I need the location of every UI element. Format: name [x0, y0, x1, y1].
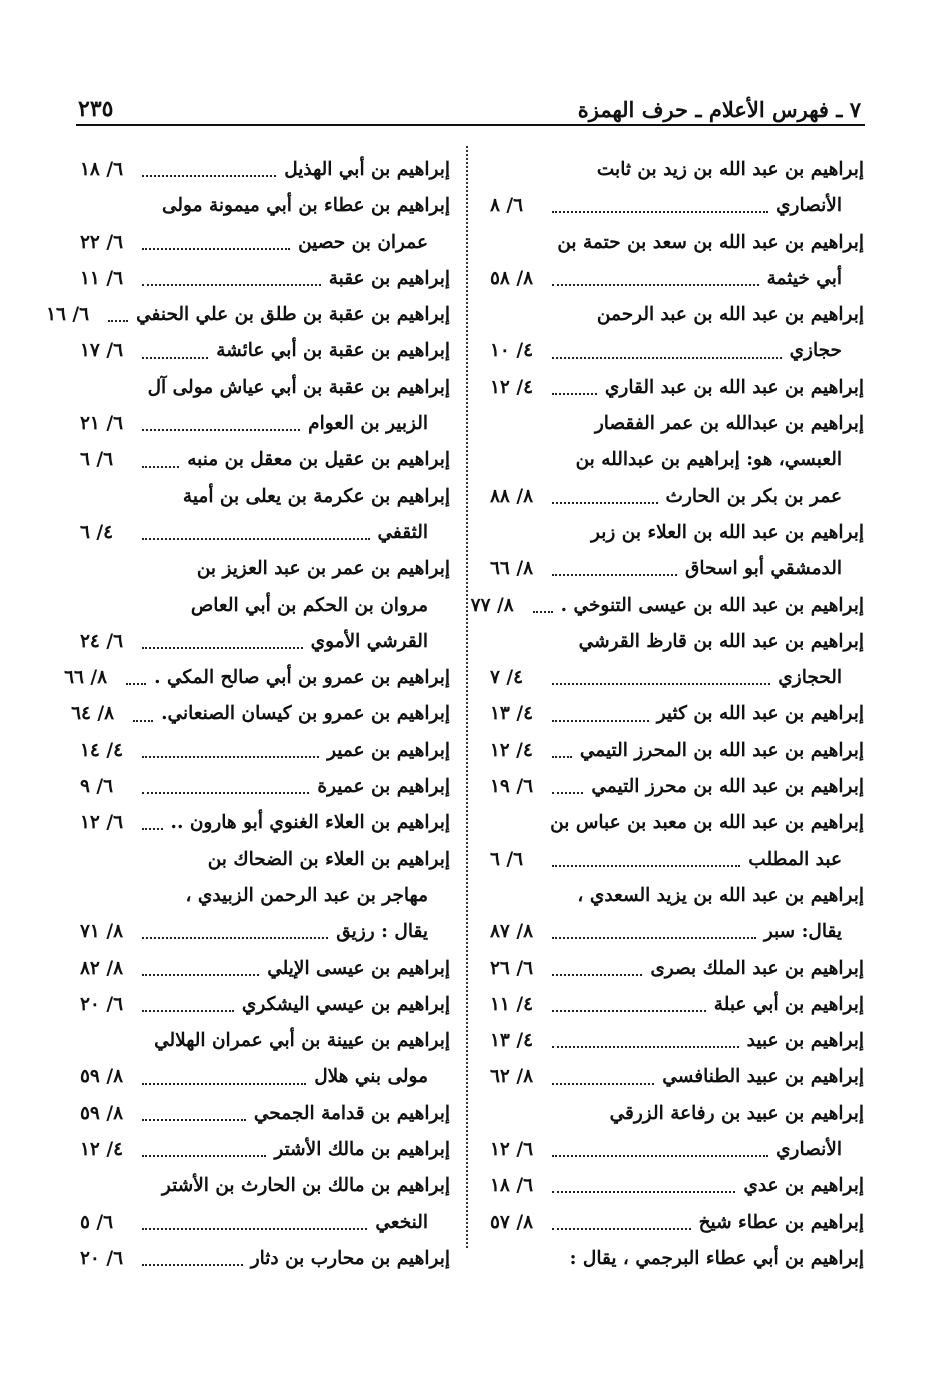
leader-dots — [142, 974, 259, 976]
leader-dots — [552, 211, 768, 213]
volume-page-ref: ٨/ ٧١ — [80, 921, 124, 943]
entry-name: إبراهيم بن عمرو بن أبي صالح المكي . — [154, 667, 450, 689]
index-entry-line — [80, 733, 450, 769]
index-entry-line — [490, 878, 864, 914]
leader-dots — [552, 1191, 735, 1193]
entry-name: الأنصاري — [776, 1139, 842, 1161]
entry-name: إبراهيم بن عبد الله بن عبد القاري — [604, 376, 864, 398]
volume-page-ref: ٦/ ٥ — [80, 1211, 114, 1233]
volume-page-ref: ٨/ ٥٧ — [490, 1211, 534, 1233]
entry-name: إبراهيم بن عبد الله بن عيسى التنوخي . — [560, 594, 864, 616]
index-entry-line — [80, 769, 450, 805]
index-entry-line — [490, 624, 864, 660]
volume-page-ref: ٨/ ٦٦ — [490, 558, 534, 580]
entry-name: إبراهيم بن عبيد الطنافسي — [662, 1066, 864, 1088]
volume-page-ref: ٦/ ٢٠ — [80, 993, 124, 1015]
index-entry-line — [80, 370, 450, 406]
header-rule — [76, 124, 865, 126]
entry-name: إبراهيم بن عقيل بن معقل بن منبه — [187, 449, 450, 471]
entry-name: إبراهيم بن عكرمة بن يعلى بن أمية — [182, 485, 450, 507]
entry-name: مروان بن الحكم بن أبي العاص — [190, 594, 428, 616]
volume-page-ref: ٦/ ١٢ — [490, 1139, 534, 1161]
volume-page-ref: ٦/ ١٧ — [80, 340, 124, 362]
entry-name: إبراهيم بن عمير — [327, 739, 450, 761]
volume-page-ref: ٨/ ٨٧ — [490, 921, 534, 943]
volume-page-ref: ٨/ ٨٨ — [490, 485, 534, 507]
entry-name: عمر بن بكر بن الحارث — [665, 485, 842, 507]
leader-dots — [552, 502, 658, 504]
index-entry-line — [490, 1096, 864, 1132]
entry-name: الحجازي — [778, 667, 842, 689]
index-entry-line — [80, 1241, 450, 1277]
volume-page-ref: ٨/ ٥٩ — [80, 1066, 124, 1088]
index-entry-line — [80, 588, 450, 624]
volume-page-ref: ٤/ ٧ — [490, 667, 524, 689]
entry-name: إبراهيم بن عبد الله بن يزيد السعدي ، — [577, 884, 864, 906]
volume-page-ref: ٦/ ٢٠ — [80, 1247, 124, 1269]
index-entry-line — [490, 733, 864, 769]
entry-name: الزبير بن العوام — [308, 413, 428, 435]
index-entry-line — [490, 551, 864, 587]
index-entry-line — [80, 1059, 450, 1095]
entry-name: يقال: سبر — [763, 921, 842, 943]
leader-dots — [142, 1010, 234, 1012]
entry-name: إبراهيم بن قدامة الجمحي — [253, 1102, 450, 1124]
entry-name: إبراهيم بن العلاء بن الضحاك بن — [207, 848, 450, 870]
entry-name: إبراهيم بن أبي الهذيل — [284, 159, 450, 180]
index-entry-line — [80, 1205, 450, 1241]
leader-dots — [552, 1228, 691, 1230]
volume-page-ref: ٦/ ٩ — [80, 776, 114, 798]
leader-dots — [142, 1083, 306, 1085]
volume-page-ref: ٦/ ١٨ — [490, 1175, 534, 1197]
entry-name: إبراهيم بن عميرة — [317, 776, 450, 798]
page-number: ٢٣٥ — [78, 96, 114, 122]
leader-dots — [552, 1155, 768, 1157]
leader-dots — [552, 756, 572, 758]
entry-name: عبد المطلب — [748, 848, 842, 870]
index-entry-line — [490, 479, 864, 515]
index-entry-line — [490, 951, 864, 987]
leader-dots — [142, 429, 300, 431]
index-column-right — [470, 152, 864, 1277]
index-entry-line — [80, 515, 450, 551]
index-entry-line — [490, 297, 864, 333]
leader-dots — [552, 1010, 706, 1012]
index-entry-line — [80, 624, 450, 660]
volume-page-ref: ٨/ ٦٤ — [71, 703, 115, 725]
volume-page-ref: ٦/ ١١ — [80, 267, 124, 289]
index-entry-line — [80, 914, 450, 950]
volume-page-ref: ٦/ ١٢ — [80, 812, 124, 834]
entry-name: إبراهيم بن عقبة بن طلق بن علي الحنفي — [136, 304, 450, 326]
leader-dots — [552, 1046, 739, 1048]
entry-name: إبراهيم بن عبدالله بن عمر الفقصار — [594, 413, 864, 435]
index-entry-line — [80, 261, 450, 297]
leader-dots — [142, 538, 370, 540]
index-entry-line — [64, 660, 450, 696]
entry-name: إبراهيم بن عدي — [743, 1175, 864, 1197]
leader-dots — [142, 1264, 243, 1266]
entry-name: مولى بني هلال — [314, 1066, 428, 1088]
index-entry-line — [80, 551, 450, 587]
running-title: ٧ ـ فهرس الأعلام ـ حرف الهمزة — [577, 97, 861, 122]
entry-name: إبراهيم بن عقبة — [328, 267, 450, 289]
index-entry-line — [490, 842, 864, 878]
index-entry-line — [490, 152, 864, 188]
leader-dots — [142, 175, 276, 177]
index-entry-line — [490, 225, 864, 261]
index-entry-line — [490, 515, 864, 551]
index-entry-line — [490, 261, 864, 297]
index-column-left — [46, 152, 450, 1277]
volume-page-ref: ٦/ ١٩ — [490, 776, 534, 798]
index-entry-line — [80, 1023, 450, 1059]
entry-name: إبراهيم بن مالك الأشتر — [274, 1139, 450, 1161]
volume-page-ref: ٦/ ٦ — [80, 449, 114, 471]
index-entry-line — [490, 769, 864, 805]
entry-name: العبسي، هو: إبراهيم بن عبدالله بن — [575, 449, 842, 471]
volume-page-ref: ٤/ ٦ — [80, 521, 114, 543]
index-entry-line — [80, 152, 450, 188]
leader-dots — [142, 1228, 367, 1230]
entry-name: إبراهيم بن عقبة بن أبي عائشة — [216, 340, 450, 362]
index-entry-line — [490, 1168, 864, 1204]
index-entry-line — [80, 333, 450, 369]
volume-page-ref: ٦/ ٦ — [490, 848, 524, 870]
leader-dots — [552, 683, 770, 685]
index-entry-line — [80, 1096, 450, 1132]
leader-dots — [552, 574, 677, 576]
volume-page-ref: ٤/ ١٣ — [490, 1030, 534, 1052]
entry-name: إبراهيم بن عمرو بن كيسان الصنعاني. — [161, 703, 450, 725]
index-entry-line — [490, 1205, 864, 1241]
entry-name: إبراهيم بن العلاء الغنوي أبو هارون .. — [170, 812, 450, 834]
index-entry-line — [490, 1241, 864, 1277]
leader-dots — [142, 647, 303, 649]
entry-name: إبراهيم بن أبي عطاء البرجمي ، يقال : — [569, 1247, 864, 1269]
volume-page-ref: ٨/ ٨٢ — [80, 957, 124, 979]
entry-name: يقال : رزيق — [336, 921, 428, 943]
entry-name: إبراهيم بن عبد الله بن محرز التيمي — [591, 776, 864, 798]
volume-page-ref: ٦/ ٢١ — [80, 413, 124, 435]
index-entry-line — [80, 406, 450, 442]
leader-dots — [552, 974, 642, 976]
entry-name: إبراهيم بن عبد الله بن عبد الرحمن — [596, 304, 864, 326]
leader-dots — [552, 393, 597, 395]
entry-name: إبراهيم بن عمر بن عبد العزيز بن — [196, 558, 450, 580]
leader-dots — [142, 937, 328, 939]
leader-dots — [552, 720, 649, 722]
entry-name: إبراهيم بن عبد الله بن معبد بن عباس بن — [550, 812, 864, 834]
index-entry-line — [490, 660, 864, 696]
index-entry-line — [490, 805, 864, 841]
leader-dots — [142, 828, 163, 830]
index-entry-line — [80, 805, 450, 841]
entry-name: إبراهيم بن عبد الله بن قارظ القرشي — [578, 630, 864, 652]
entry-name: إبراهيم بن عقبة بن أبي عياش مولى آل — [147, 376, 450, 398]
index-entry-line — [490, 1059, 864, 1095]
volume-page-ref: ٨/ ٥٨ — [490, 267, 534, 289]
index-entry-line — [80, 188, 450, 224]
index-entry-line — [80, 987, 450, 1023]
index-entry-line — [490, 914, 864, 950]
volume-page-ref: ٦/ ١٦ — [46, 304, 90, 326]
entry-name: إبراهيم بن عيينة بن أبي عمران الهلالي — [154, 1030, 450, 1052]
index-entry-line — [490, 696, 864, 732]
entry-name: إبراهيم بن أبي عبلة — [713, 993, 864, 1015]
volume-page-ref: ٦/ ٨ — [490, 195, 524, 217]
entry-name: إبراهيم بن عيسي اليشكري — [241, 993, 450, 1015]
leader-dots — [552, 792, 583, 794]
page-header — [78, 88, 861, 122]
entry-name: حجازي — [789, 340, 842, 362]
index-entry-line — [80, 1168, 450, 1204]
leader-dots — [142, 466, 179, 468]
index-entry-line — [80, 842, 450, 878]
leader-dots — [142, 756, 319, 758]
volume-page-ref: ٨/ ٦٢ — [490, 1066, 534, 1088]
entry-name: عمران بن حصين — [298, 231, 428, 253]
index-entry-line — [80, 1132, 450, 1168]
volume-page-ref: ٤/ ١٤ — [80, 739, 124, 761]
volume-page-ref: ٦/ ٢٦ — [490, 957, 534, 979]
volume-page-ref: ٤/ ١٣ — [490, 703, 534, 725]
entry-name: إبراهيم بن عبد الله بن المحرز التيمي — [579, 739, 864, 761]
leader-dots — [142, 1119, 246, 1121]
leader-dots — [142, 1155, 266, 1157]
entry-name: مهاجر بن عبد الرحمن الزبيدي ، — [185, 884, 428, 906]
entry-name: إبراهيم بن عبد الله بن كثير — [656, 703, 864, 725]
entry-name: إبراهيم بن عبيد بن رفاعة الزرقي — [609, 1102, 864, 1124]
index-entry-line — [490, 333, 864, 369]
volume-page-ref: ٤/ ١١ — [490, 993, 534, 1015]
entry-name: إبراهيم بن عيسى الإيلي — [267, 957, 450, 979]
entry-name: الثقفي — [377, 521, 428, 543]
leader-dots — [552, 284, 759, 286]
index-entry-line — [490, 370, 864, 406]
leader-dots — [142, 284, 321, 286]
index-entry-line — [490, 406, 864, 442]
volume-page-ref: ٦/ ٢٢ — [80, 231, 124, 253]
entry-name: إبراهيم بن عبد الله بن العلاء بن زبر — [591, 521, 864, 543]
index-entry-line — [490, 188, 864, 224]
entry-name: إبراهيم بن محارب بن دثار — [250, 1247, 450, 1269]
volume-page-ref: ٤/ ١٢ — [80, 1139, 124, 1161]
leader-dots — [108, 320, 128, 322]
leader-dots — [133, 720, 153, 722]
index-entry-line — [71, 696, 450, 732]
entry-name: إبراهيم بن عطاء شيخ — [698, 1211, 864, 1233]
index-entry-line — [490, 1132, 864, 1168]
leader-dots — [552, 357, 782, 359]
entry-name: إبراهيم بن عبد الملك بصرى — [650, 957, 864, 979]
leader-dots — [142, 248, 290, 250]
volume-page-ref: ٨/ ٥٩ — [80, 1102, 124, 1124]
index-entry-line — [80, 479, 450, 515]
index-entry-line — [490, 442, 864, 478]
index-entry-line — [80, 442, 450, 478]
leader-dots — [142, 792, 309, 794]
leader-dots — [142, 357, 208, 359]
leader-dots — [552, 937, 756, 939]
volume-page-ref: ٦/ ٢٤ — [80, 630, 124, 652]
column-divider — [466, 146, 468, 1248]
volume-page-ref: ٨/ ٦٦ — [64, 667, 108, 689]
volume-page-ref: ٤/ ١٢ — [490, 376, 534, 398]
volume-page-ref: ٦/ ١٨ — [80, 159, 124, 180]
entry-name: إبراهيم بن عبد الله بن زيد بن ثابت — [596, 159, 864, 180]
index-entry-line — [490, 987, 864, 1023]
index-entry-line — [46, 297, 450, 333]
entry-name: القرشي الأموي — [310, 630, 428, 652]
entry-name: إبراهيم بن مالك بن الحارث بن الأشتر — [161, 1175, 450, 1197]
index-entry-line — [470, 588, 864, 624]
index-entry-line — [80, 878, 450, 914]
entry-name: النخعي — [375, 1211, 428, 1233]
index-entry-line — [490, 1023, 864, 1059]
volume-page-ref: ٤/ ١٠ — [490, 340, 534, 362]
entry-name: إبراهيم بن عبيد — [746, 1030, 864, 1052]
index-entry-line — [80, 225, 450, 261]
leader-dots — [533, 611, 553, 613]
leader-dots — [126, 683, 146, 685]
leader-dots — [552, 1083, 654, 1085]
volume-page-ref: ٤/ ١٢ — [489, 739, 533, 761]
entry-name: الأنصاري — [776, 195, 842, 217]
entry-name: أبي خيثمة — [766, 267, 842, 289]
entry-name: إبراهيم بن عبد الله بن سعد بن حتمة بن — [557, 231, 864, 253]
leader-dots — [552, 865, 740, 867]
index-entry-line — [80, 951, 450, 987]
entry-name: الدمشقي أبو اسحاق — [685, 558, 842, 580]
volume-page-ref: ٨/ ٧٧ — [470, 594, 514, 616]
entry-name: إبراهيم بن عطاء بن أبي ميمونة مولى — [162, 195, 450, 217]
